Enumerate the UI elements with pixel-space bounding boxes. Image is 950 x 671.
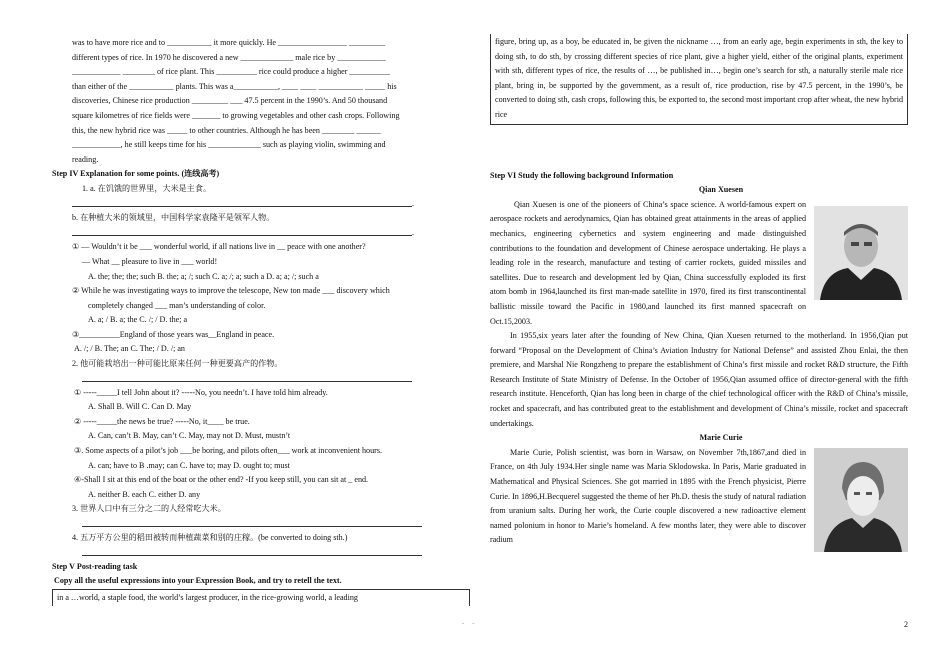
q2-exercise-1-options: A. Shall B. Will C. Can D. May [88, 402, 192, 412]
exercise-1-question: ① — Wouldn’t it be ___ wonderful world, if all nations live in __ peace with one another? [72, 242, 366, 252]
expressions-box-start: in a …world, a staple food, the world’s largest producer, in the rice-growing world, a leading [52, 589, 470, 607]
q2-exercise-3-options: A. can; have to B .may; can C. have to; may D. ought to; must [88, 460, 290, 470]
page-number: 2 [904, 620, 908, 629]
qian-xuesen-photo [814, 206, 908, 300]
question-3: 3. 世界人口中有三分之二的人经常吃大米。 [72, 504, 226, 514]
step-5-instruction: Copy all the useful expressions into your Expression Book, and try to retell the text. [54, 576, 342, 586]
qian-paragraph-1: Qian Xuesen is one of the pioneers of China’s space science. A world-famous expert on aerospace rockets and aerodynamics, Qian has obtained great attainments in the areas of applied mechanics, engineering cybernetics and system engineering and made distinguished contributions to the foundation and development of Chinese aerospace undertaking. He plays a leading role in the research, manufacture and testing of carrier rockets, guided missiles and satellites. Due to research and development led by Qian, China successfully exploded its first atom bomb in 1964,launched its first man-made satellite in 1970, fired its first transcontinental ballistic missile toward the Pacific in 1980,and launched its first manned spacecraft on Oct.15,2003. [490, 199, 806, 326]
portrait-icon [814, 448, 908, 552]
exercise-2-question-cont: completely changed ___ man’s understanding of color. [88, 300, 266, 310]
cloze-line: this, the new hybrid rice was _____ to other countries. Although he has been ________ ______ [72, 125, 381, 135]
expressions-box-cont: figure, bring up, as a boy, be educated in, be given the nickname …, from an early age, begin experiments in sth, the key to doing sth, to do sth, by crossing different species of rice plant, give a higher yield, either of the original plants, experiment with sth, different types of rice, the results of …, be published in…, begin one’s search for sth, a naturally sterile male rice plant, bring in, be supported by the government, as a result of, rice production, rise by 47.5 percent, in the 1990’s, be converted to doing sth, cash crops, following this, be exported to, the second most important crop after wheat, the new hybrid rice [490, 34, 908, 125]
answer-line-3[interactable] [52, 517, 470, 527]
exercise-2-question: ② While he was investigating ways to improve the telescope, New ton made ___ discovery which [72, 286, 390, 296]
exercise-2-options: A. a; / B. a; the C. /; / D. the; a [88, 315, 188, 325]
portrait-icon [814, 206, 908, 300]
curie-paragraph-1: Marie Curie, Polish scientist, was born in Warsaw, on November 7th,1867,and died in France, on 4th July 1934.Her single name was Maria Sklodowska. In Paris, Marie graduated in Mathematical and Physical Sciences. She got married in 1895 with the French physicist, Pierre Curie. In 1896,H.Becquerel suggested the theme of her Ph.D. thesis the study of natural radiation from uranium salts. During her work, the Curie couple discovered a new radioactive element named polonium in honor to Marie’s homeland. A few months later, they were able to discover radium [490, 447, 806, 545]
qian-paragraph-2: In 1955,six years later after the founding of New China, Qian Xuesen returned to the motherland. In 1956,Qian put forward “Proposal on the Development of China’s Aviation Industry for National Defense” and assisted Zhou Enlai, the then premiere, and Marshal Nie Rongzheng to prepare the establishment of China’s first missile and rocket R&D structure, the Fifth Research Institute of State Ministry of Defense. In the October of 1956,Qian assumed office of director-general with the fifth research institute. Henceforth, Qian has long been in charge of the chief technological officer with the R&D of China’s missile, rocket and spacecraft, and has contributed great to the establishment and development of China’s missile, rocket and spacecraft undertakings. [490, 331, 908, 428]
cloze-line: different types of rice. In 1970 he discovered a new _____________ male rice by ____________ [72, 52, 386, 62]
answer-line-1a[interactable]: . [52, 197, 470, 212]
right-column [490, 36, 908, 556]
exercise-3-question: ③__________England of those years was__England in peace. [72, 329, 275, 339]
step-4-heading: Step IV Explanation for some points. (连线高考) [52, 169, 220, 179]
qian-xuesen-heading: Qian Xuesen [698, 185, 744, 195]
question-1a: 1. a. 在饥饿的世界里，大米是主食。 [82, 183, 212, 193]
q2-exercise-4-options: A. neither B. each C. either D. any [88, 489, 201, 499]
answer-line-1b[interactable]: . [52, 226, 470, 241]
question-2: 2. 他可能栽培出一种可能比原来任何一种更要高产的作物。 [72, 359, 283, 369]
exercise-3-options: A. /; / B. The; an C. The; / D. /; an [74, 344, 185, 354]
marie-curie-photo [814, 448, 908, 552]
step-6-heading: Step VI Study the following background Information [490, 170, 674, 180]
cloze-line: reading. [72, 154, 99, 164]
q2-exercise-1-question: ① -----_____I tell John about it? -----No, you needn’t. I have told him already. [74, 387, 328, 397]
question-4: 4. 五万平方公里的稻田被转而种植蔬菜和别的庄稼。(be converted to doing sth.) [72, 533, 348, 542]
cloze-line: square kilometres of rice fields were _______ to growing vegetables and other cash crops. Following [72, 110, 400, 120]
step-5-heading: Step V Post-reading task [52, 561, 138, 571]
answer-line-2[interactable] [52, 372, 470, 382]
cloze-line: ____________, he still keeps time for his _____________ such as playing violin, swimming and [72, 140, 386, 150]
left-column [52, 36, 470, 606]
cloze-line: discoveries, Chinese rice production _________ ___ 47.5 percent in the 1990’s. And 50 thousand [72, 96, 388, 106]
exercise-1-question-cont: — What __ pleasure to live in ___ world! [82, 256, 218, 266]
cloze-line: ____________ ________ of rice plant. This __________ rice could produce a higher __________ [72, 67, 390, 77]
q2-exercise-2-question: ② -----_____the news be true? -----No, it____ be true. [74, 416, 250, 426]
answer-line-4[interactable] [52, 546, 470, 556]
q2-exercise-2-options: A. Can, can’t B. May, can’t C. May, may not D. Must, mustn’t [88, 431, 291, 441]
exercise-1-options: A. the; the; the; such B. the; a; /; such C. a; /; a; such a D. a; a; /; such a [88, 271, 319, 281]
marie-curie-heading: Marie Curie [699, 433, 743, 443]
cloze-line: was to have more rice and to ___________ it more quickly. He _________________ _________ [72, 38, 386, 47]
q2-exercise-4-question: ④-Shall I sit at this end of the boat or the other end? -If you keep still, you can sit at _ end. [74, 475, 369, 485]
q2-exercise-3-question: ③. Some aspects of a pilot’s job ___be boring, and pilots often___ work at inconvenient hours. [74, 446, 383, 456]
question-1b: b. 在种植大米的领域里，中国科学家袁隆平是领军人物。 [72, 213, 275, 223]
cloze-line: than either of the ___________ plants. This was a___________, ____ ____ ___________ _____ his [72, 81, 397, 91]
footer-marks: - - [462, 619, 478, 627]
cloze-passage [52, 36, 470, 167]
